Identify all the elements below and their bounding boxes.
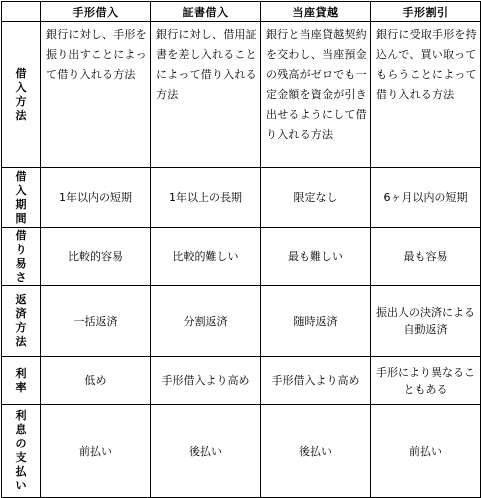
- cell-method-touza: 銀行と当座貸越契約を交わし、当座預金の残高がゼロでも一定金額を資金が引き出せるようにして借り入れる方法: [261, 22, 371, 168]
- cell-ease-shosho: 比較的難しい: [151, 228, 261, 286]
- cell-period-tegata: 1年以内の短期: [41, 168, 151, 228]
- cell-method-waribiki: 銀行に受取手形を持込んで、買い取ってもらうことによって借り入れる方法: [371, 22, 481, 168]
- row-header-label: 利率: [15, 366, 27, 394]
- table-row-method: [2, 22, 481, 168]
- row-header-method: [2, 22, 41, 168]
- row-header-label: 借入方法: [15, 66, 27, 122]
- table-row-repayment: [2, 286, 481, 357]
- cell-repayment-tegata: 一括返済: [41, 286, 151, 357]
- row-header-label: 借り易さ: [15, 228, 27, 284]
- row-header-ease: [2, 228, 41, 286]
- table-row-interest: [2, 405, 481, 498]
- cell-period-shosho: 1年以上の長期: [151, 168, 261, 228]
- row-header-label: 借入期間: [15, 169, 27, 225]
- table-row-period: [2, 168, 481, 228]
- row-header-repayment: [2, 286, 41, 357]
- cell-rate-shosho: 手形借入より高め: [151, 357, 261, 405]
- row-header-label: 返済方法: [15, 293, 27, 348]
- cell-rate-touza: 手形借入より高め: [261, 357, 371, 405]
- table-row-ease: [2, 228, 481, 286]
- cell-interest-tegata: 前払い: [41, 405, 151, 498]
- cell-ease-waribiki: 最も容易: [371, 228, 481, 286]
- column-header-tegata: 手形借入: [41, 2, 151, 22]
- row-header-label: 利息の支払い: [15, 409, 27, 492]
- cell-repayment-waribiki: 振出人の決済による自動返済: [371, 286, 481, 357]
- cell-interest-touza: 後払い: [261, 405, 371, 498]
- column-header-shosho: 証書借入: [151, 2, 261, 22]
- column-header-touza: 当座貸越: [261, 2, 371, 22]
- comparison-table: [1, 1, 481, 498]
- cell-ease-tegata: 比較的容易: [41, 228, 151, 286]
- row-header-period: [2, 168, 41, 228]
- cell-interest-waribiki: 前払い: [371, 405, 481, 498]
- row-header-interest: [2, 405, 41, 498]
- cell-repayment-touza: 随時返済: [261, 286, 371, 357]
- cell-method-shosho: 銀行に対し、借用証書を差し入れることによって借り入れる方法: [151, 22, 261, 168]
- table-row-rate: [2, 357, 481, 405]
- cell-method-tegata: 銀行に対し、手形を振り出すことによって借り入れる方法: [41, 22, 151, 168]
- cell-period-touza: 限定なし: [261, 168, 371, 228]
- cell-period-waribiki: 6ヶ月以内の短期: [371, 168, 481, 228]
- cell-ease-touza: 最も難しい: [261, 228, 371, 286]
- header-row: [2, 2, 481, 22]
- cell-interest-shosho: 後払い: [151, 405, 261, 498]
- cell-rate-waribiki: 手形により異なることもある: [371, 357, 481, 405]
- cell-repayment-shosho: 分割返済: [151, 286, 261, 357]
- column-header-waribiki: 手形割引: [371, 2, 481, 22]
- corner-cell: [2, 2, 41, 22]
- row-header-rate: [2, 357, 41, 405]
- cell-rate-tegata: 低め: [41, 357, 151, 405]
